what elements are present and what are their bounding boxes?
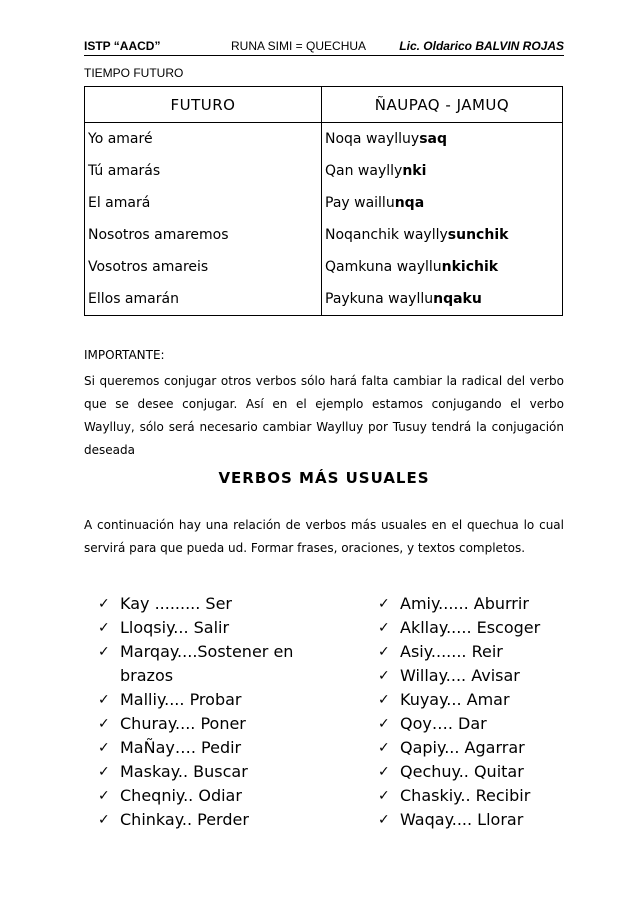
verb-stem: Paykuna wayllu (325, 291, 434, 307)
list-item (378, 760, 568, 784)
verb-stem: Qamkuna wayllu (325, 259, 442, 275)
header-spanish: FUTURO (85, 87, 322, 123)
checkmark-icon: ✓ (378, 596, 390, 612)
list-item (98, 736, 313, 760)
list-item (98, 808, 313, 832)
list-item (98, 688, 313, 712)
checkmark-icon: ✓ (378, 716, 390, 732)
checkmark-icon: ✓ (378, 620, 390, 636)
spanish-cell: Vosotros amareis (85, 251, 322, 283)
quechua-cell (322, 251, 563, 283)
list-item (378, 784, 568, 808)
page-header (84, 37, 564, 56)
verb-entry: Asiy....... Reir (400, 642, 503, 661)
verb-entry: Willay.... Avisar (400, 666, 520, 685)
important-label: IMPORTANTE: (84, 348, 165, 362)
checkmark-icon: ✓ (378, 740, 390, 756)
checkmark-icon: ✓ (98, 644, 110, 660)
verb-entry: Qoy…. Dar (400, 714, 487, 733)
checkmark-icon: ✓ (98, 740, 110, 756)
checkmark-icon: ✓ (98, 692, 110, 708)
table-row (85, 283, 563, 316)
table-row (85, 155, 563, 187)
list-item (98, 640, 313, 688)
list-item (98, 712, 313, 736)
table-row (85, 187, 563, 219)
table-row (85, 219, 563, 251)
spanish-cell: Ellos amarán (85, 283, 322, 316)
list-item (98, 760, 313, 784)
verb-stem: Qan waylly (325, 163, 403, 179)
verb-suffix: nqa (394, 195, 425, 211)
quechua-cell (322, 219, 563, 251)
checkmark-icon: ✓ (378, 788, 390, 804)
important-paragraph: Si queremos conjugar otros verbos sólo hará falta cambiar la radical del verbo que se desee conjugar. Así en el ejemplo estamos conjugando el verbo Waylluy, sólo será necesario cambiar Waylluy por Tusuy tendrá la conjugación deseada (84, 374, 564, 457)
list-item (378, 808, 568, 832)
list-item (378, 640, 568, 664)
list-item (98, 592, 313, 616)
checkmark-icon: ✓ (98, 620, 110, 636)
list-item (98, 616, 313, 640)
verb-entry: Qechuy.. Quitar (400, 762, 524, 781)
spanish-cell: Tú amarás (85, 155, 322, 187)
checkmark-icon: ✓ (98, 764, 110, 780)
quechua-cell (322, 123, 563, 156)
intro-paragraph: A continuación hay una relación de verbos más usuales en el quechua lo cual servirá para que pueda ud. Formar frases, oraciones, y textos completos. (84, 518, 564, 555)
verb-entry: Akllay..... Escoger (400, 618, 541, 637)
table-header-row (85, 87, 563, 123)
checkmark-icon: ✓ (378, 644, 390, 660)
verb-entry: Malliy.... Probar (120, 690, 242, 709)
author-name: Lic. Oldarico BALVIN ROJAS (399, 39, 564, 53)
verb-suffix: nki (402, 163, 427, 179)
verb-suffix: nqaku (433, 291, 482, 307)
conjugation-table (84, 86, 563, 316)
verbs-list-left (98, 592, 313, 832)
quechua-cell (322, 187, 563, 219)
verb-suffix: sunchik (447, 227, 509, 243)
list-item (378, 664, 568, 688)
institution-label: ISTP “AACD” (84, 39, 161, 53)
verb-entry: Cheqniy.. Odiar (120, 786, 242, 805)
verb-entry: Churay.... Poner (120, 714, 246, 733)
verb-entry: Marqay....Sostener en brazos (120, 642, 294, 685)
verb-entry: Chinkay.. Perder (120, 810, 249, 829)
verb-entry: Lloqsiy... Salir (120, 618, 230, 637)
verb-suffix: nkichik (441, 259, 499, 275)
checkmark-icon: ✓ (98, 812, 110, 828)
verb-entry: MaÑay…. Pedir (120, 738, 242, 757)
verb-entry: Maskay.. Buscar (120, 762, 248, 781)
verb-entry: Kay ......... Ser (120, 594, 233, 613)
list-item (378, 712, 568, 736)
table-row (85, 123, 563, 156)
spanish-cell: Nosotros amaremos (85, 219, 322, 251)
course-title: RUNA SIMI = QUECHUA (231, 39, 367, 53)
header-quechua: ÑAUPAQ - JAMUQ (322, 87, 563, 123)
list-item (98, 784, 313, 808)
table-row (85, 251, 563, 283)
verb-stem: Noqanchik waylly (325, 227, 448, 243)
verb-entry: Kuyay... Amar (400, 690, 510, 709)
checkmark-icon: ✓ (378, 812, 390, 828)
checkmark-icon: ✓ (98, 788, 110, 804)
list-item (378, 616, 568, 640)
checkmark-icon: ✓ (378, 764, 390, 780)
verb-entry: Qapiy... Agarrar (400, 738, 525, 757)
checkmark-icon: ✓ (378, 692, 390, 708)
verb-suffix: saq (419, 131, 448, 147)
spanish-cell: El amará (85, 187, 322, 219)
verb-stem: Noqa waylluy (325, 131, 420, 147)
verb-entry: Chaskiy.. Recibir (400, 786, 531, 805)
checkmark-icon: ✓ (98, 596, 110, 612)
list-item (378, 688, 568, 712)
spanish-cell: Yo amaré (85, 123, 322, 156)
verbs-list-right (378, 592, 568, 832)
verbs-title: VERBOS MÁS USUALES (218, 469, 430, 487)
section-label: TIEMPO FUTURO (84, 66, 184, 80)
verb-entry: Amiy...... Aburrir (400, 594, 529, 613)
verb-entry: Waqay.... Llorar (400, 810, 524, 829)
verb-stem: Pay waillu (325, 195, 395, 211)
list-item (378, 592, 568, 616)
quechua-cell (322, 283, 563, 316)
quechua-cell (322, 155, 563, 187)
checkmark-icon: ✓ (98, 716, 110, 732)
list-item (378, 736, 568, 760)
checkmark-icon: ✓ (378, 668, 390, 684)
